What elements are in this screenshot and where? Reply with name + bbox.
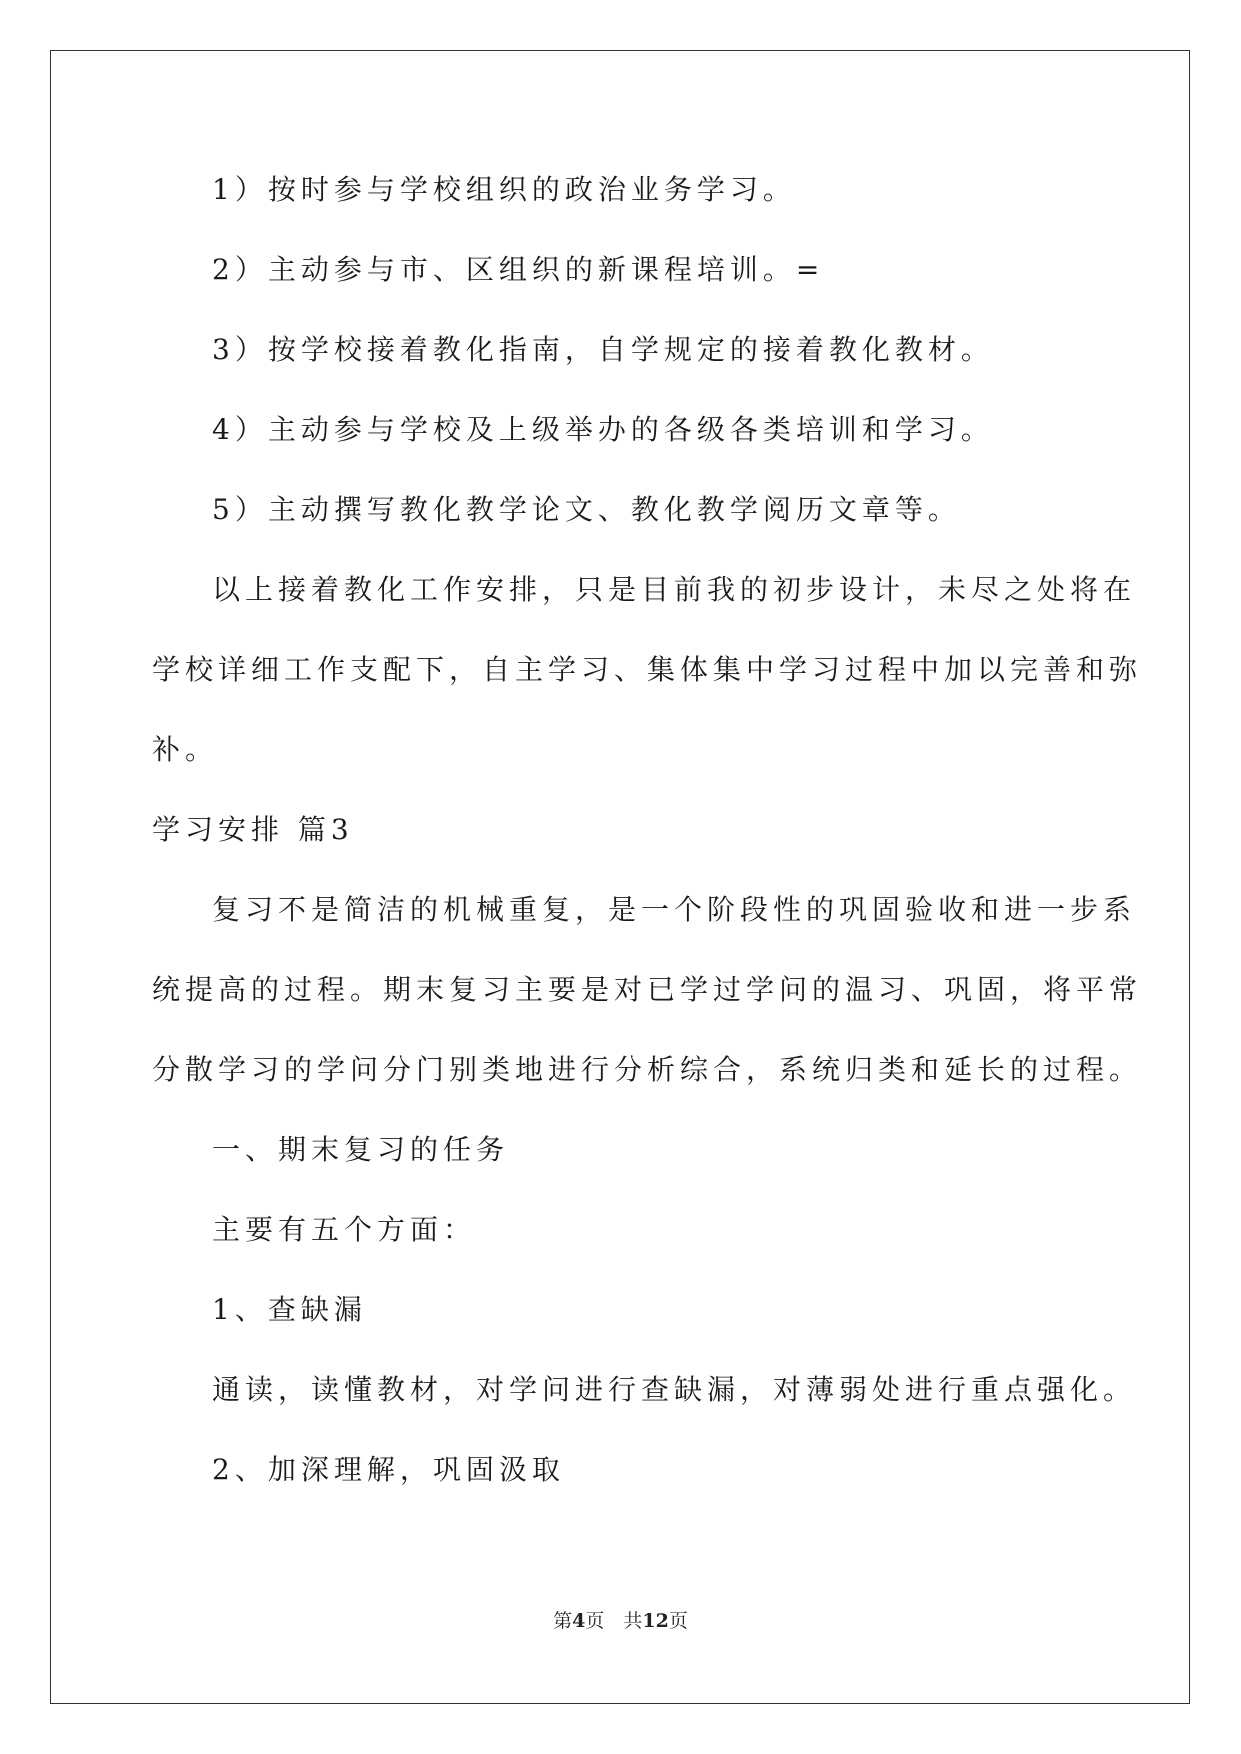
list-item-2: 2）主动参与市、区组织的新课程培训。= bbox=[212, 253, 825, 286]
paragraph-line: 主要有五个方面： bbox=[212, 1213, 477, 1246]
footer-page-mid: 页 共 bbox=[585, 1610, 643, 1632]
subheading: 一、期末复习的任务 bbox=[212, 1133, 510, 1166]
paragraph-line: 复习不是简洁的机械重复，是一个阶段性的巩固验收和进一步系 bbox=[212, 893, 1137, 926]
footer-page-suffix: 页 bbox=[668, 1610, 688, 1632]
list-item-3: 3）按学校接着教化指南，自学规定的接着教化教材。 bbox=[212, 333, 994, 366]
paragraph-line: 补。 bbox=[152, 733, 219, 766]
paragraph-line: 学校详细工作支配下，自主学习、集体集中学习过程中加以完善和弥 bbox=[152, 653, 1143, 686]
paragraph-line: 分散学习的学问分门别类地进行分析综合，系统归类和延长的过程。 bbox=[152, 1053, 1143, 1086]
paragraph-line: 统提高的过程。期末复习主要是对已学过学问的温习、巩固，将平常 bbox=[152, 973, 1143, 1006]
footer-page-total: 12 bbox=[642, 1610, 669, 1632]
paragraph-line: 通读，读懂教材，对学问进行查缺漏，对薄弱处进行重点强化。 bbox=[212, 1373, 1137, 1406]
section-heading: 学习安排 篇3 bbox=[152, 813, 354, 846]
subheading: 1、查缺漏 bbox=[212, 1293, 367, 1326]
list-item-1: 1）按时参与学校组织的政治业务学习。 bbox=[212, 173, 796, 206]
footer-page-prefix: 第 bbox=[553, 1610, 573, 1632]
footer-page-current: 4 bbox=[572, 1610, 586, 1632]
subheading: 2、加深理解，巩固汲取 bbox=[212, 1453, 565, 1486]
list-item-5: 5）主动撰写教化教学论文、教化教学阅历文章等。 bbox=[212, 493, 961, 526]
list-item-4: 4）主动参与学校及上级举办的各级各类培训和学习。 bbox=[212, 413, 994, 446]
page-footer bbox=[0, 1606, 1241, 1633]
paragraph-line: 以上接着教化工作安排，只是目前我的初步设计，未尽之处将在 bbox=[212, 573, 1137, 606]
